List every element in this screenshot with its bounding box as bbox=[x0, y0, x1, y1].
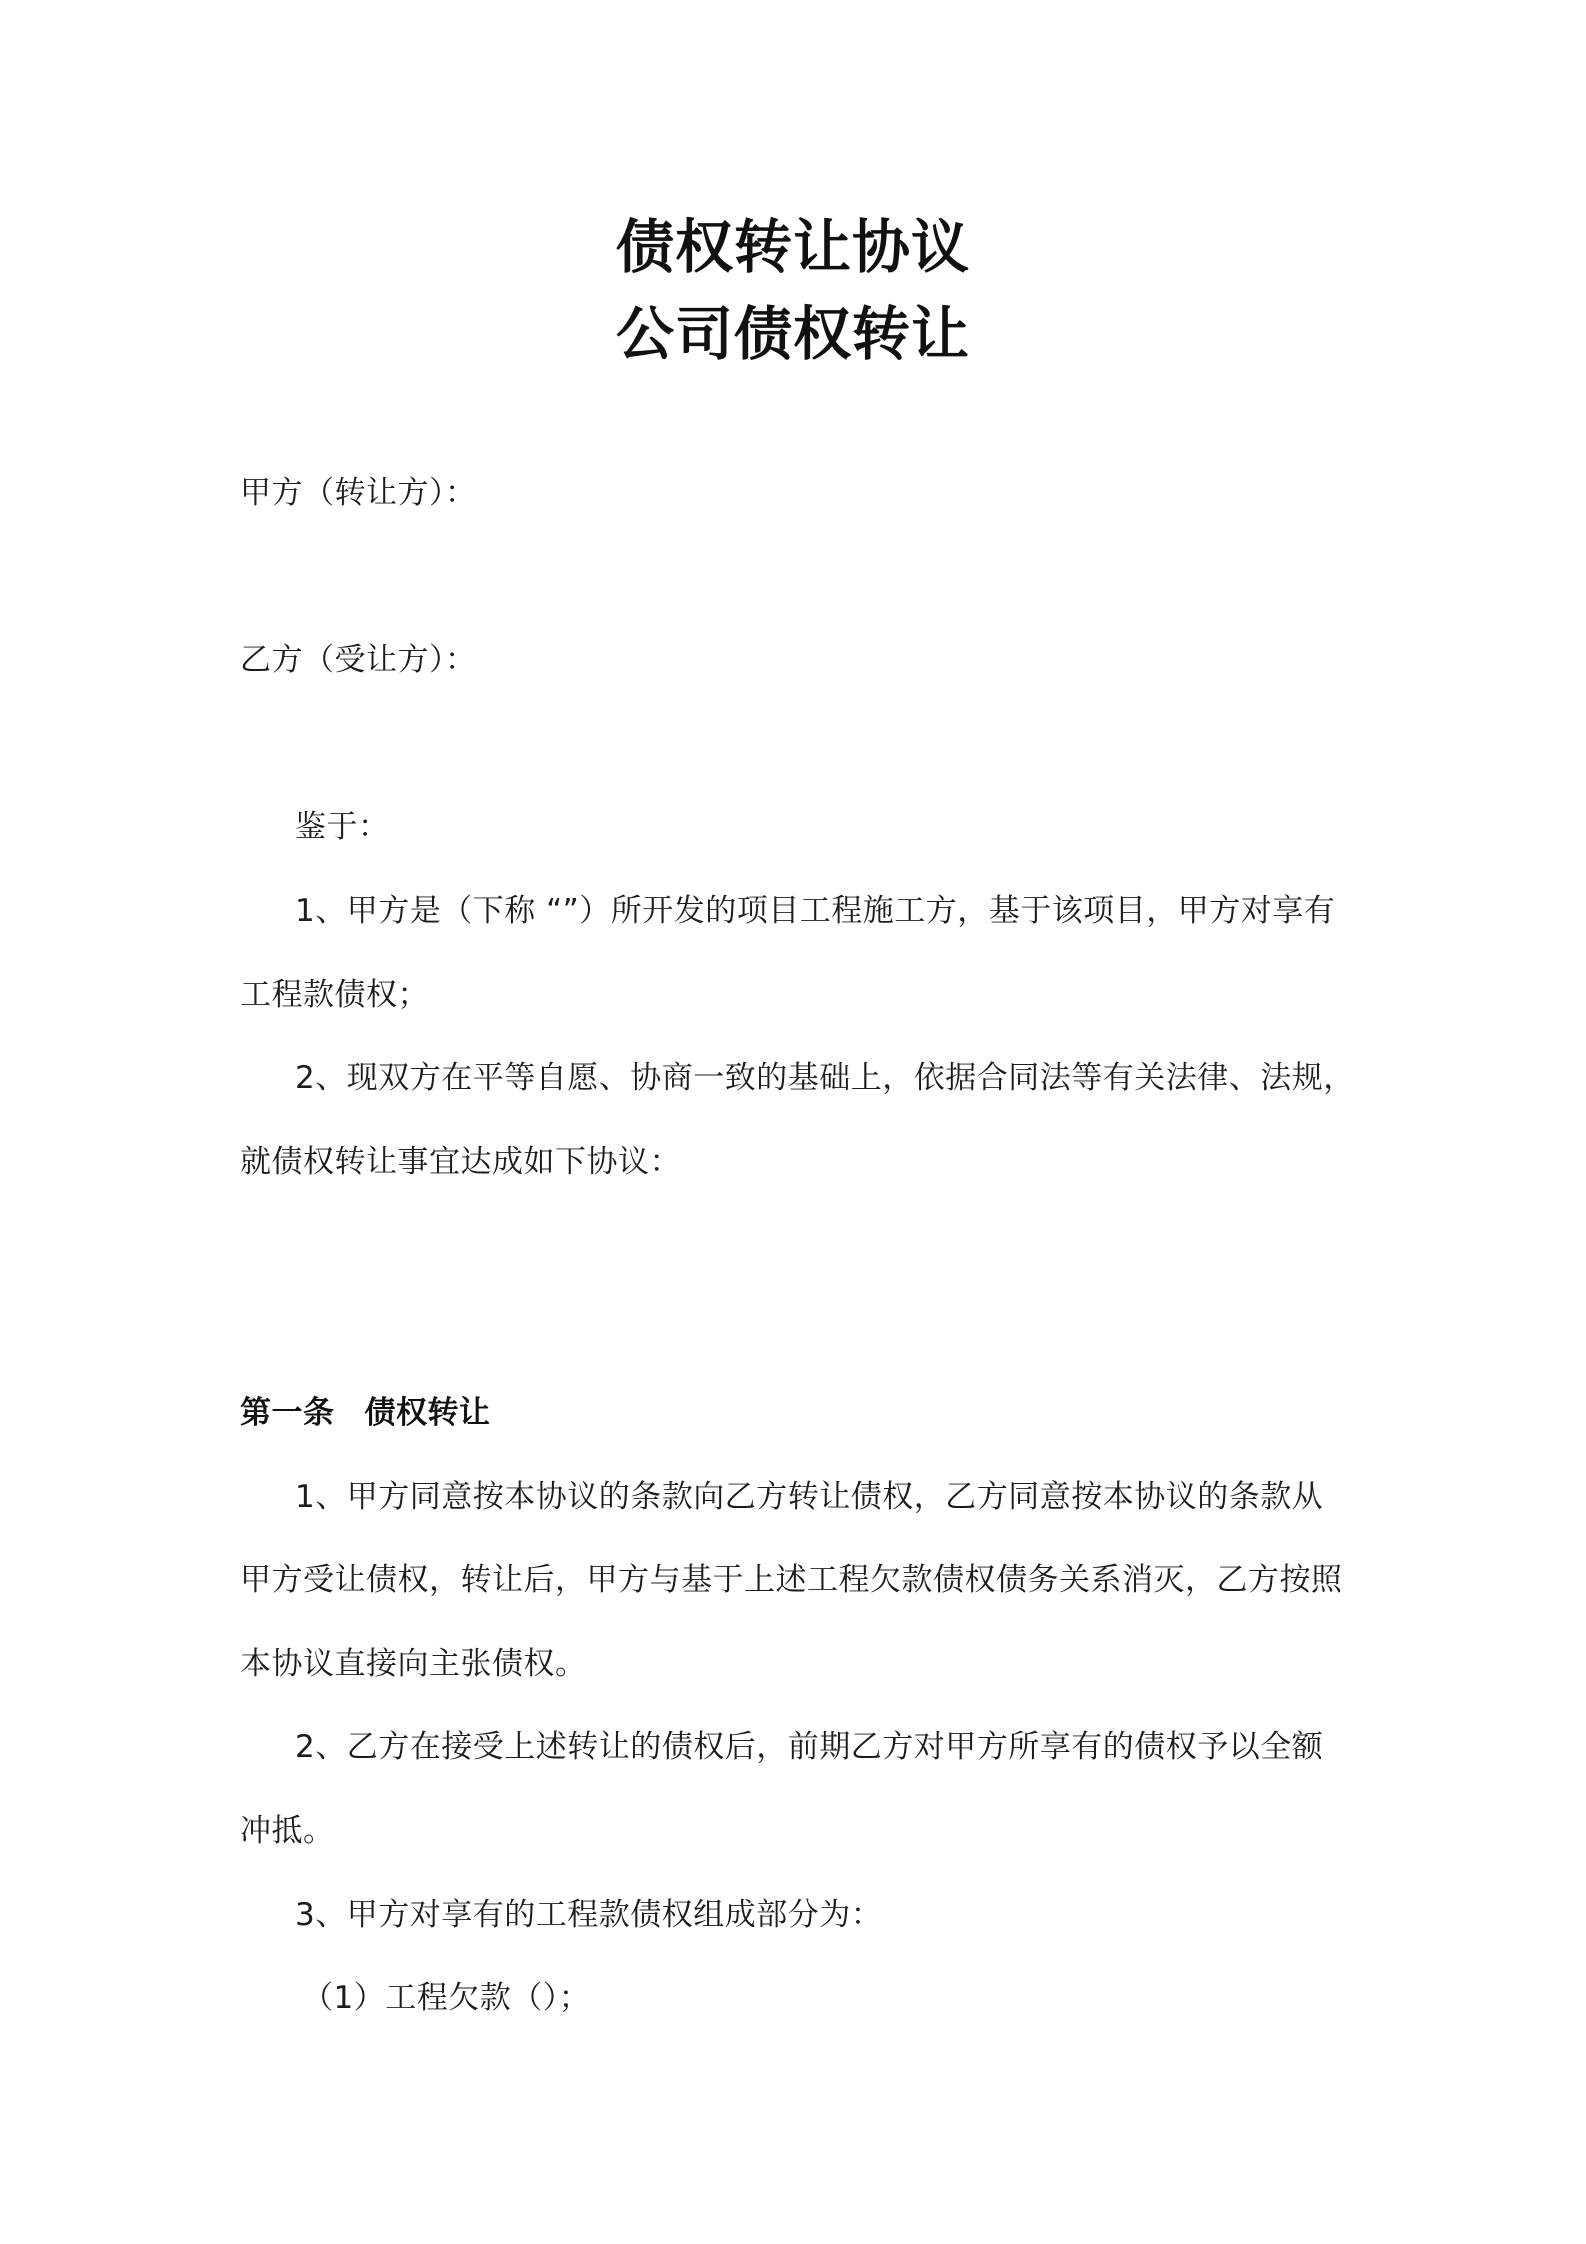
recital-2-line-2: 就债权转让事宜达成如下协议： bbox=[240, 1144, 681, 1180]
article-1-number: 第一条 bbox=[240, 1395, 335, 1431]
clause-3-line-1: 3、甲方对享有的工程款债权组成部分为： bbox=[295, 1897, 883, 1933]
whereas-label: 鉴于： bbox=[295, 809, 390, 845]
party-a-label: 甲方（转让方）： bbox=[240, 475, 477, 511]
document-title-line1: 债权转让协议 bbox=[615, 213, 970, 281]
recital-2-line-1: 2、现双方在平等自愿、协商一致的基础上，依据合同法等有关法律、法规， bbox=[295, 1060, 1355, 1096]
document-title-line2: 公司债权转让 bbox=[615, 300, 970, 368]
clause-3-item-1: （1）工程欠款（）； bbox=[302, 1980, 591, 2016]
article-1-title: 债权转让 bbox=[364, 1395, 491, 1431]
clause-2-line-2: 冲抵。 bbox=[240, 1813, 335, 1849]
article-1-heading bbox=[240, 1387, 491, 1432]
clause-1-line-1: 1、甲方同意按本协议的条款向乙方转让债权，乙方同意按本协议的条款从 bbox=[295, 1479, 1324, 1515]
clause-1-line-2: 甲方受让债权，转让后，甲方与基于上述工程欠款债权债务关系消灭，乙方按照 bbox=[240, 1562, 1343, 1598]
recital-1-line-1: 1、甲方是（下称 “”）所开发的项目工程施工方，基于该项目，甲方对享有 bbox=[295, 893, 1336, 929]
recital-1-line-2: 工程款债权； bbox=[240, 977, 429, 1013]
party-b-label: 乙方（受让方）： bbox=[240, 642, 477, 678]
clause-2-line-1: 2、乙方在接受上述转让的债权后，前期乙方对甲方所享有的债权予以全额 bbox=[295, 1729, 1324, 1765]
clause-1-line-3: 本协议直接向主张债权。 bbox=[240, 1646, 587, 1682]
